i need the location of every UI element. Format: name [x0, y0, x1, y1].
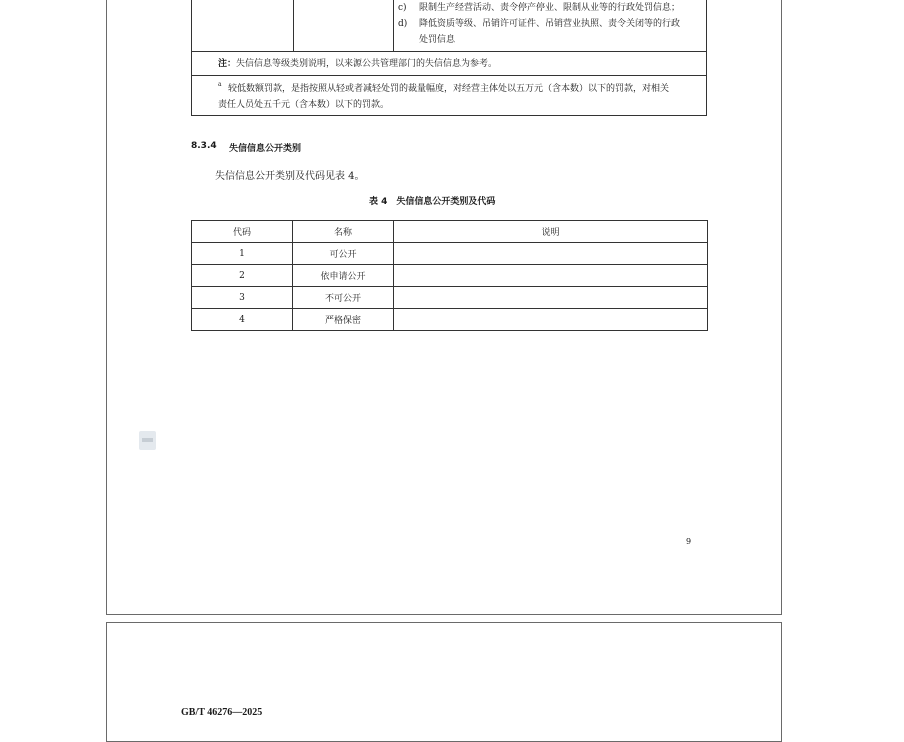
description-cell [394, 287, 708, 309]
description-cell [394, 243, 708, 265]
table-row [192, 265, 708, 287]
code-cell: 4 [192, 309, 293, 331]
column-header-name: 名称 [293, 221, 394, 243]
list-marker: c) [398, 3, 407, 13]
table-row [192, 287, 708, 309]
table-row [192, 309, 708, 331]
list-item-text: 限制生产经营活动、责令停产停业、限制从业等的行政处罚信息； [419, 3, 681, 13]
document-page [106, 0, 782, 615]
column-header-code: 代码 [192, 221, 293, 243]
code-cell: 1 [192, 243, 293, 265]
name-cell: 严格保密 [293, 309, 394, 331]
table-row [192, 243, 708, 265]
section-number: 8.3.4 [191, 141, 217, 151]
column-header-description: 说明 [394, 221, 708, 243]
list-item-text: 处罚信息 [419, 35, 456, 45]
code-cell: 3 [192, 287, 293, 309]
list-item-text: 降低资质等级、吊销许可证件、吊销营业执照、责令关闭等的行政 [419, 19, 681, 29]
table-divider [393, 0, 394, 51]
description-cell [394, 265, 708, 287]
code-cell: 2 [192, 265, 293, 287]
name-cell: 依申请公开 [293, 265, 394, 287]
section-title: 失信信息公开类别 [229, 144, 302, 154]
table-divider [293, 0, 294, 51]
grade-table-fragment [191, 0, 707, 116]
table-caption: 表 4 失信信息公开类别及代码 [369, 197, 496, 207]
name-cell: 可公开 [293, 243, 394, 265]
footnote-text: 责任人员处五千元（含本数）以下的罚款。 [218, 100, 390, 110]
pdf-annotation-icon[interactable] [139, 431, 156, 450]
footnote-marker: a [218, 81, 222, 88]
disclosure-category-table [191, 220, 708, 331]
section-body: 失信信息公开类别及代码见表 4。 [215, 171, 365, 182]
table-header-row [192, 221, 708, 243]
table-divider [192, 75, 706, 76]
list-marker: d) [398, 19, 408, 29]
page-number: 9 [686, 537, 692, 546]
description-cell [394, 309, 708, 331]
page-header-standard-code: GB/T 46276—2025 [181, 707, 263, 718]
table-divider [192, 51, 706, 52]
document-page [106, 622, 782, 742]
name-cell: 不可公开 [293, 287, 394, 309]
note-label: 注： [218, 59, 237, 69]
footnote-text: 较低数额罚款，是指按照从轻或者减轻处罚的裁量幅度，对经营主体处以五万元（含本数）以下的罚款，对相关 [228, 84, 670, 94]
note-text: 失信信息等级类别说明，以来源公共管理部门的失信信息为参考。 [236, 59, 498, 69]
